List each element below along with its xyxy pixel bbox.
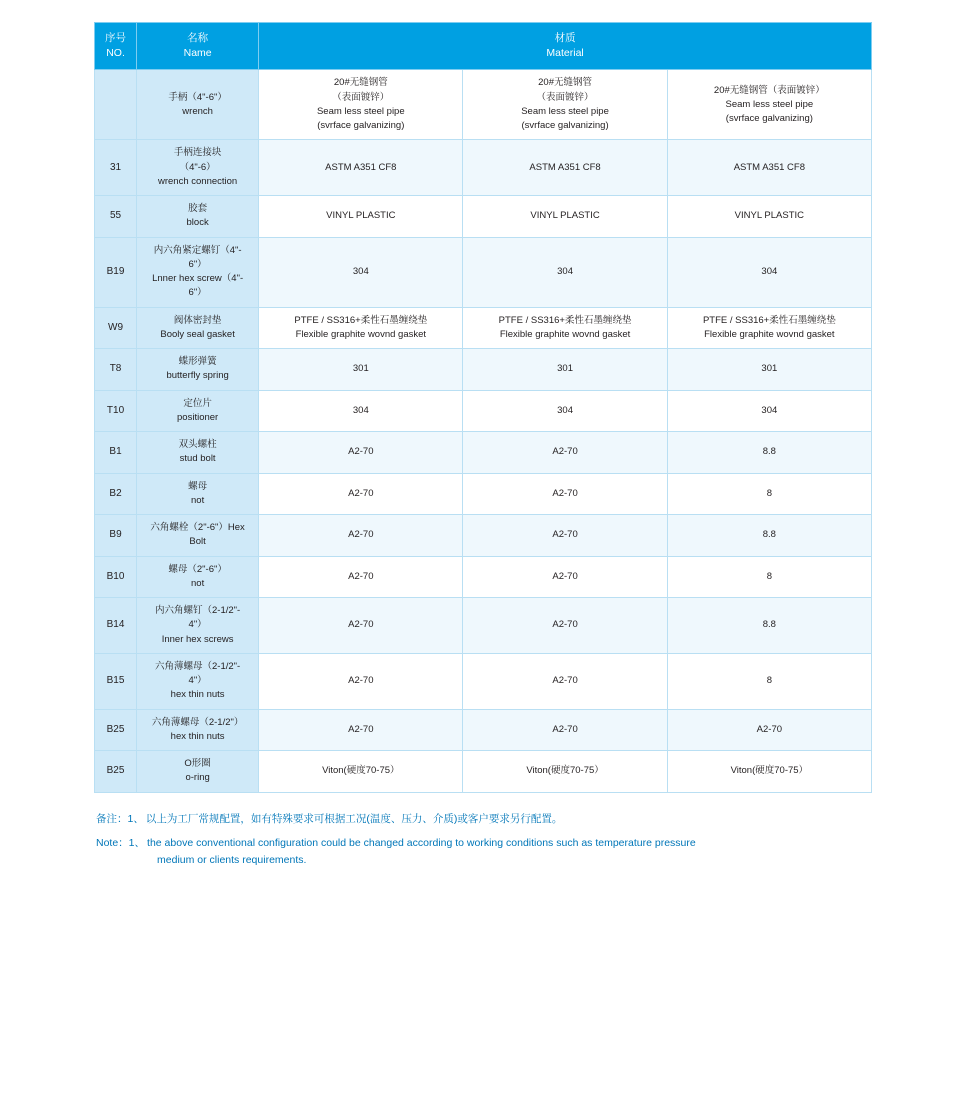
column-header-material-cn: 材质 <box>554 32 576 44</box>
cell-material-2: A2-70 <box>463 653 667 709</box>
note-chinese-text: 以上为工厂常规配置，如有特殊要求可根据工况(温度、压力、介质)或客户要求另行配置。 <box>145 812 563 825</box>
table-row <box>95 751 872 793</box>
table-row <box>95 307 872 349</box>
cell-material-2: PTFE / SS316+柔性石墨缠绕垫 Flexible graphite wovnd gasket <box>463 307 667 349</box>
cell-material-2: A2-70 <box>463 556 667 598</box>
table-row <box>95 432 872 474</box>
cell-no <box>95 70 137 140</box>
cell-material-2: 304 <box>463 390 667 432</box>
cell-material-1: A2-70 <box>259 653 463 709</box>
cell-no: 31 <box>95 140 137 196</box>
column-header-no-cn: 序号 <box>105 32 127 44</box>
cell-material-1: A2-70 <box>259 556 463 598</box>
table-row <box>95 390 872 432</box>
cell-material-3: 8.8 <box>667 598 871 654</box>
table-row <box>95 598 872 654</box>
cell-name: 胶套 block <box>137 196 259 238</box>
cell-no: B10 <box>95 556 137 598</box>
cell-no: B25 <box>95 709 137 751</box>
cell-material-1: 301 <box>259 349 463 391</box>
cell-material-3: PTFE / SS316+柔性石墨缠绕垫 Flexible graphite wovnd gasket <box>667 307 871 349</box>
material-spec-table <box>94 22 872 793</box>
column-header-name-cn: 名称 <box>187 32 209 44</box>
cell-no: T8 <box>95 349 137 391</box>
cell-material-2: A2-70 <box>463 432 667 474</box>
cell-material-1: A2-70 <box>259 473 463 515</box>
cell-material-1: A2-70 <box>259 709 463 751</box>
cell-no: B2 <box>95 473 137 515</box>
cell-no: W9 <box>95 307 137 349</box>
table-row <box>95 237 872 307</box>
cell-name: 阀体密封垫 Booly seal gasket <box>137 307 259 349</box>
table-row <box>95 709 872 751</box>
cell-material-2: A2-70 <box>463 515 667 557</box>
cell-material-3: 304 <box>667 237 871 307</box>
column-header-name <box>137 23 259 70</box>
cell-material-3: A2-70 <box>667 709 871 751</box>
table-row <box>95 349 872 391</box>
note-chinese <box>96 811 872 829</box>
column-header-material <box>259 23 872 70</box>
cell-material-2: 304 <box>463 237 667 307</box>
table-body <box>95 70 872 792</box>
table-row <box>95 473 872 515</box>
cell-name: 双头螺柱 stud bolt <box>137 432 259 474</box>
cell-name: 六角薄螺母（2-1/2"） hex thin nuts <box>137 709 259 751</box>
cell-material-3: ASTM A351 CF8 <box>667 140 871 196</box>
cell-name: 六角薄螺母（2-1/2"- 4"） hex thin nuts <box>137 653 259 709</box>
cell-name: 手柄（4"-6"） wrench <box>137 70 259 140</box>
cell-name: 螺母（2"-6"） not <box>137 556 259 598</box>
cell-material-3: 20#无缝钢管（表面镀锌） Seam less steel pipe (svrface galvanizing) <box>667 70 871 140</box>
cell-no: B9 <box>95 515 137 557</box>
cell-material-1: 304 <box>259 390 463 432</box>
table-row <box>95 653 872 709</box>
cell-name: 手柄连接块 （4"-6） wrench connection <box>137 140 259 196</box>
cell-material-3: 8 <box>667 556 871 598</box>
table-header-row <box>95 23 872 70</box>
cell-no: T10 <box>95 390 137 432</box>
cell-no: B1 <box>95 432 137 474</box>
cell-material-3: 8.8 <box>667 432 871 474</box>
cell-material-2: ASTM A351 CF8 <box>463 140 667 196</box>
cell-name: 内六角螺钉（2-1/2"- 4"） Inner hex screws <box>137 598 259 654</box>
table-header <box>95 23 872 70</box>
cell-material-2: 301 <box>463 349 667 391</box>
column-header-material-en: Material <box>546 47 584 60</box>
cell-material-3: 8 <box>667 473 871 515</box>
table-row <box>95 140 872 196</box>
cell-material-2: Viton(硬度70-75） <box>463 751 667 793</box>
table-row <box>95 515 872 557</box>
cell-material-3: 8.8 <box>667 515 871 557</box>
cell-material-3: 304 <box>667 390 871 432</box>
note-english-text: the above conventional configuration could be changed according to working conditions such as temperature pressure medium or clients requirements. <box>147 836 696 867</box>
cell-material-1: A2-70 <box>259 515 463 557</box>
cell-no: 55 <box>95 196 137 238</box>
cell-name: 螺母 not <box>137 473 259 515</box>
column-header-no <box>95 23 137 70</box>
table-row <box>95 70 872 140</box>
cell-material-2: A2-70 <box>463 709 667 751</box>
cell-name: 六角螺栓（2"-6"）Hex Bolt <box>137 515 259 557</box>
cell-no: B19 <box>95 237 137 307</box>
cell-material-3: 8 <box>667 653 871 709</box>
cell-material-2: A2-70 <box>463 473 667 515</box>
note-english <box>96 835 872 871</box>
table-row <box>95 556 872 598</box>
column-header-name-en: Name <box>183 47 212 60</box>
cell-material-2: A2-70 <box>463 598 667 654</box>
cell-material-2: VINYL PLASTIC <box>463 196 667 238</box>
column-header-no-en: NO. <box>106 47 125 60</box>
note-chinese-label: 备注：1、 <box>96 812 144 825</box>
cell-name: 蝶形弹簧 butterfly spring <box>137 349 259 391</box>
note-english-label: Note：1、 <box>96 836 146 849</box>
cell-no: B25 <box>95 751 137 793</box>
cell-name: O形圈 o-ring <box>137 751 259 793</box>
cell-material-1: PTFE / SS316+柔性石墨缠绕垫 Flexible graphite wovnd gasket <box>259 307 463 349</box>
cell-material-3: VINYL PLASTIC <box>667 196 871 238</box>
cell-material-1: A2-70 <box>259 598 463 654</box>
cell-material-1: VINYL PLASTIC <box>259 196 463 238</box>
cell-material-2: 20#无缝钢管 （表面镀锌） Seam less steel pipe (svrface galvanizing) <box>463 70 667 140</box>
cell-material-1: Viton(硬度70-75） <box>259 751 463 793</box>
cell-material-1: A2-70 <box>259 432 463 474</box>
cell-material-3: 301 <box>667 349 871 391</box>
cell-material-1: 20#无缝钢管 （表面镀锌） Seam less steel pipe (svrface galvanizing) <box>259 70 463 140</box>
cell-material-1: ASTM A351 CF8 <box>259 140 463 196</box>
table-row <box>95 196 872 238</box>
cell-no: B15 <box>95 653 137 709</box>
cell-no: B14 <box>95 598 137 654</box>
cell-name: 定位片 positioner <box>137 390 259 432</box>
cell-material-3: Viton(硬度70-75） <box>667 751 871 793</box>
cell-material-1: 304 <box>259 237 463 307</box>
cell-name: 内六角紧定螺钉（4"- 6"） Lnner hex screw（4"- 6"） <box>137 237 259 307</box>
notes-block <box>94 811 872 871</box>
